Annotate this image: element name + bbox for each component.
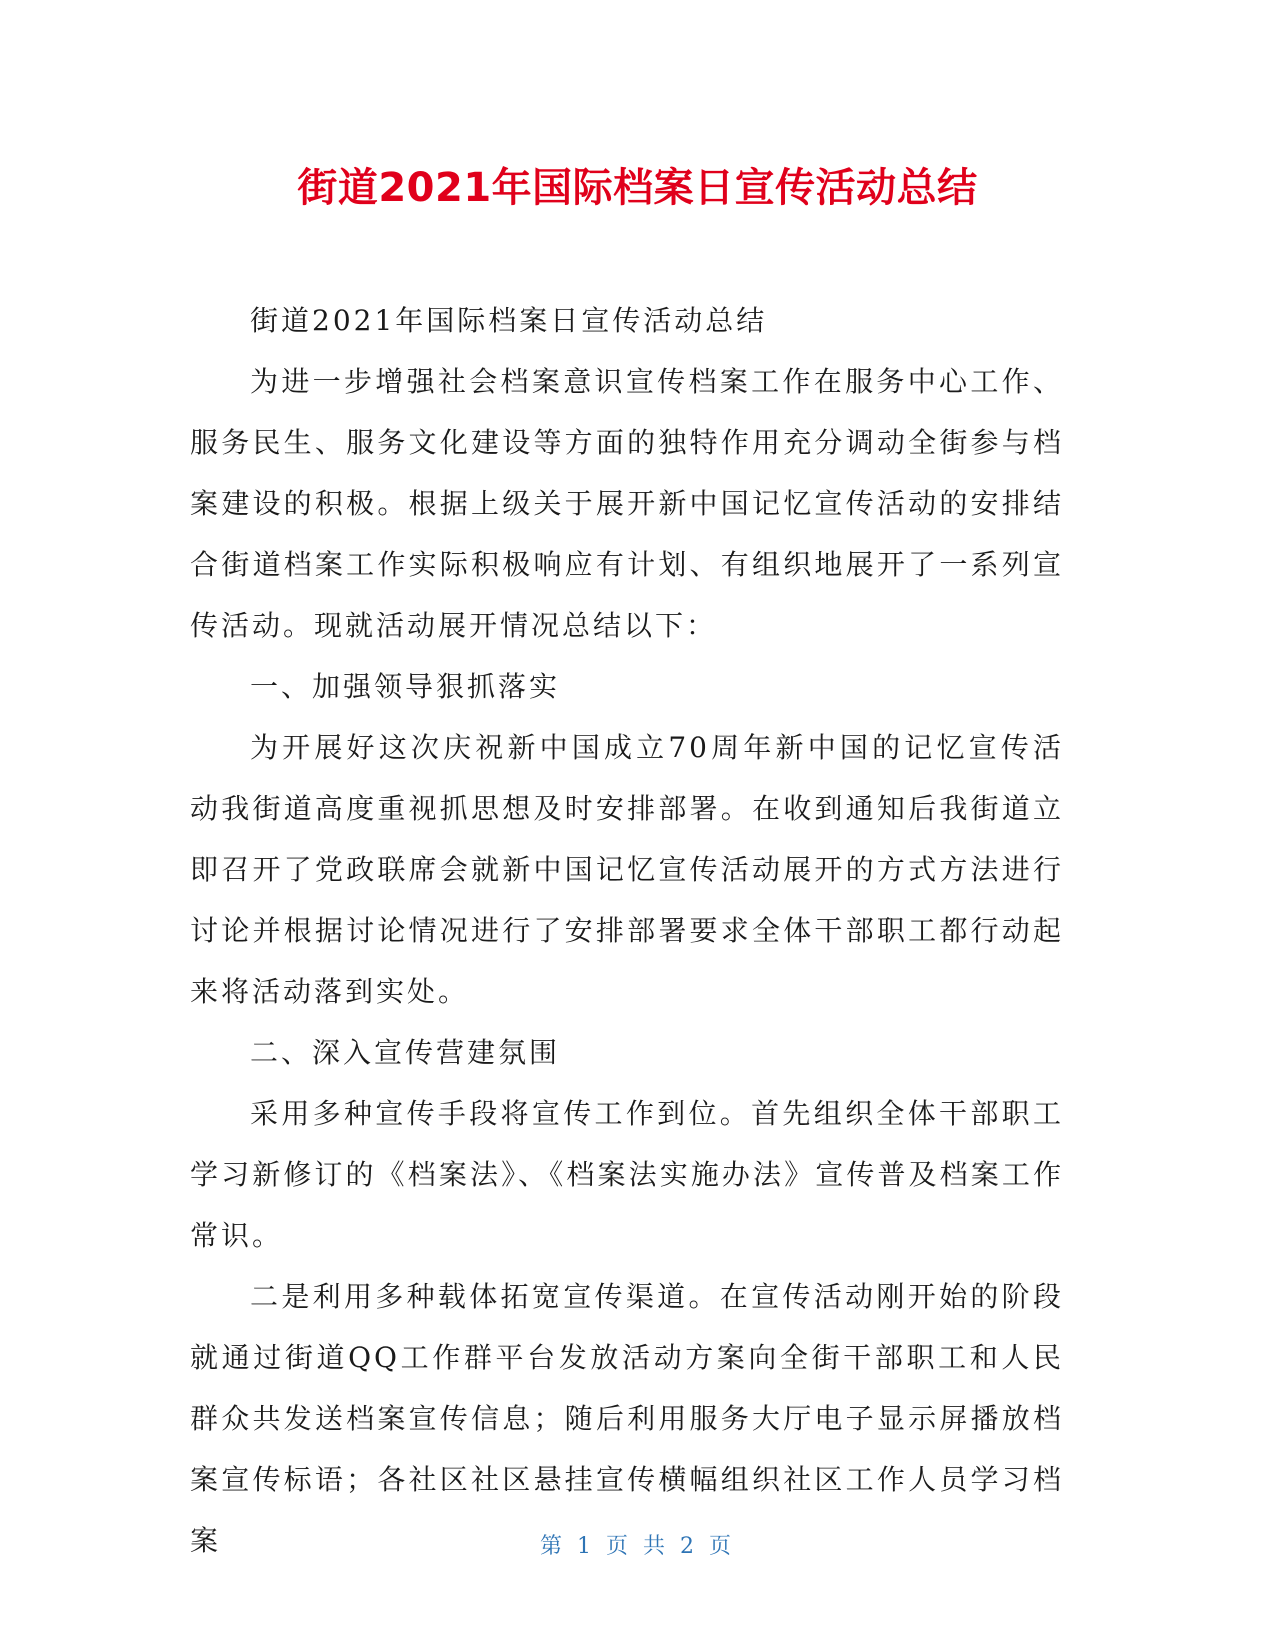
document-body — [190, 290, 1064, 1571]
paragraph-section-2a: 采用多种宣传手段将宣传工作到位。首先组织全体干部职工学习新修订的《档案法》、《档案法实施办法》宣传普及档案工作常识。 — [190, 1097, 1064, 1252]
paragraph-intro: 为进一步增强社会档案意识宣传档案工作在服务中心工作、服务民生、服务文化建设等方面的独特作用充分调动全街参与档案建设的积极。根据上级关于展开新中国记忆宣传活动的安排结合街道档案工作实际积极响应有计划、有组织地展开了一系列宣传活动。现就活动展开情况总结以下： — [190, 365, 1064, 642]
paragraph-section-1: 为开展好这次庆祝新中国成立70周年新中国的记忆宣传活动我街道高度重视抓思想及时安排部署。在收到通知后我街道立即召开了党政联席会就新中国记忆宣传活动展开的方式方法进行讨论并根据讨论情况进行了安排部署要求全体干部职工都行动起来将活动落到实处。 — [190, 731, 1064, 1008]
document-title: 街道2021年国际档案日宣传活动总结 — [297, 165, 978, 211]
paragraph-subtitle: 街道2021年国际档案日宣传活动总结 — [250, 304, 768, 337]
paragraph-section-2b: 二是利用多种载体拓宽宣传渠道。在宣传活动刚开始的阶段就通过街道QQ工作群平台发放活动方案向全街干部职工和人民群众共发送档案宣传信息；随后利用服务大厅电子显示屏播放档案宣传标语；各社区社区悬挂宣传横幅组织社区工作人员学习档案 — [190, 1280, 1064, 1557]
page-number-footer: 第 1 页 共 2 页 — [540, 1534, 735, 1559]
section-heading-1: 一、加强领导狠抓落实 — [250, 670, 561, 703]
section-heading-2: 二、深入宣传营建氛围 — [250, 1036, 561, 1069]
